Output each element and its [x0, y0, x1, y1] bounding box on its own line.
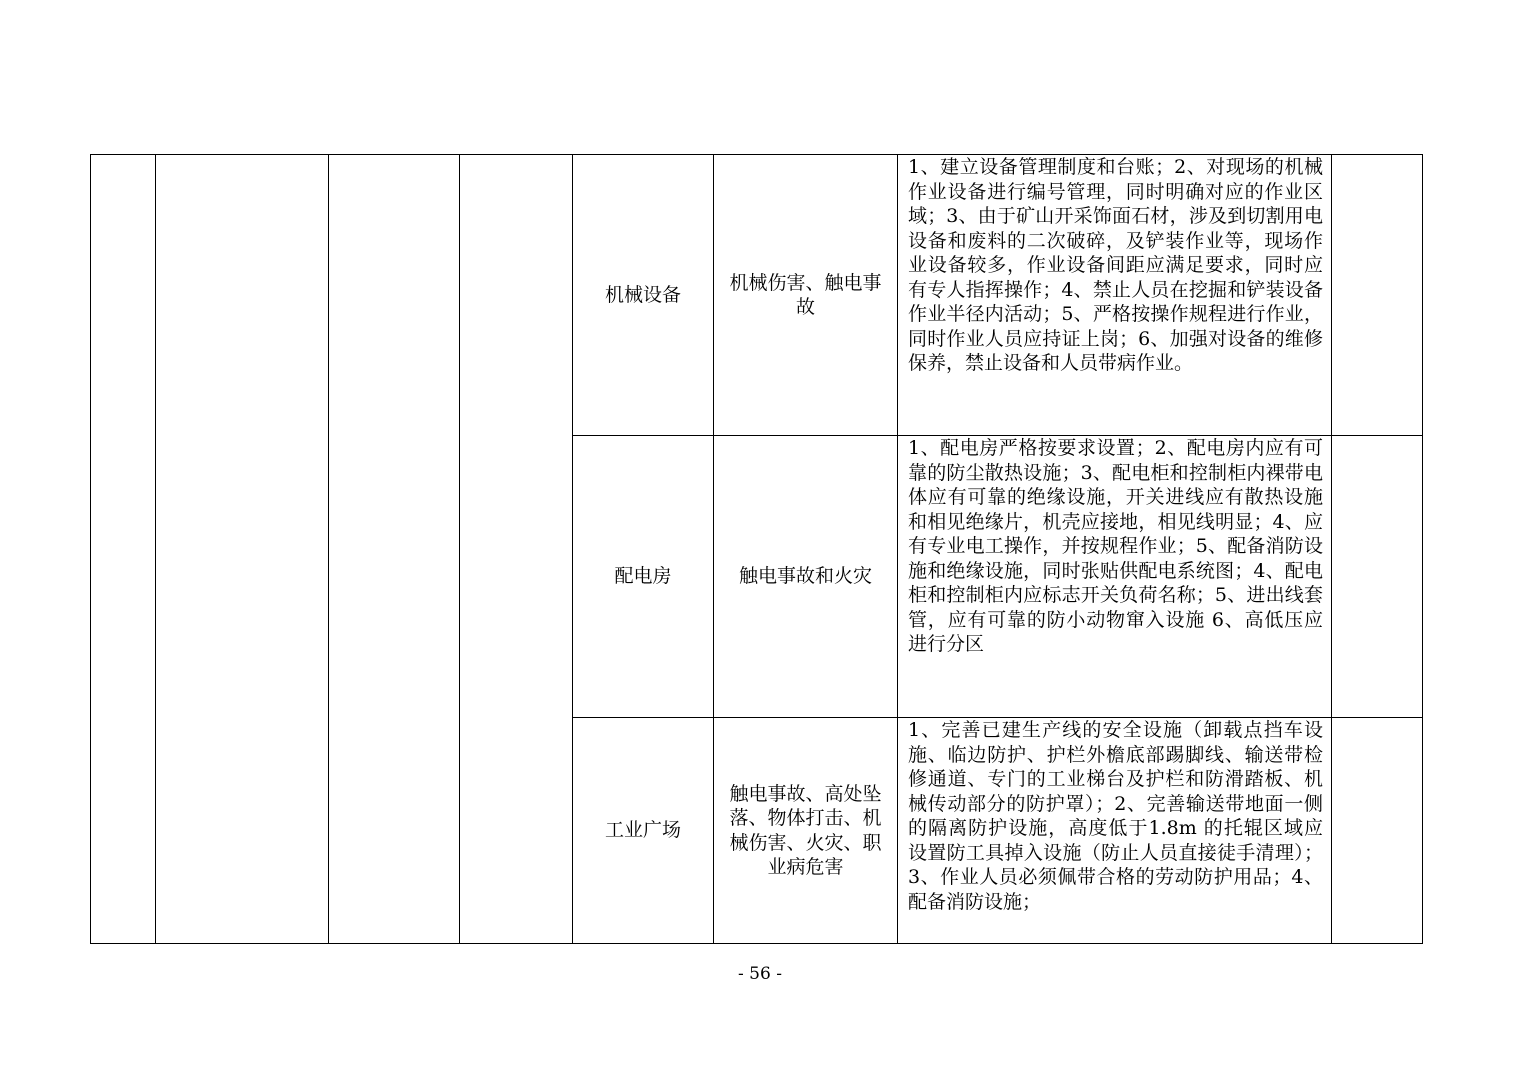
note-cell — [1332, 436, 1423, 718]
page-number: - 56 - — [738, 964, 782, 984]
hazard-cell: 机械伤害、触电事故 — [714, 155, 898, 436]
place-cell: 工业广场 — [573, 718, 714, 944]
place-cell: 配电房 — [573, 436, 714, 718]
merged-empty-cell-1 — [91, 155, 156, 944]
merged-empty-cell-3 — [329, 155, 460, 944]
hazard-cell: 触电事故、高处坠落、物体打击、机械伤害、火灾、职业病危害 — [714, 718, 898, 944]
note-cell — [1332, 155, 1423, 436]
measures-cell: 1、配电房严格按要求设置；2、配电房内应有可靠的防尘散热设施；3、配电柜和控制柜内裸带电体应有可靠的绝缘设施，开关进线应有散热设施和相见绝缘片，机壳应接地，相见线明显；4、应有专业电工操作，并按规程作业；5、配备消防设施和绝缘设施，同时张贴供配电系统图；4、配电柜和控制柜内应标志开关负荷名称；5、进出线套管，应有可靠的防小动物窜入设施 6、高低压应进行分区 — [898, 436, 1332, 718]
measures-cell: 1、完善已建生产线的安全设施（卸载点挡车设施、临边防护、护栏外檐底部踢脚线、输送带检修通道、专门的工业梯台及护栏和防滑踏板、机械传动部分的防护罩）；2、完善输送带地面一侧的隔离防护设施，高度低于1.8m 的托辊区域应设置防工具掉入设施（防止人员直接徒手清理）；3、作业人员必须佩带合格的劳动防护用品；4、配备消防设施； — [898, 718, 1332, 944]
hazard-measures-table — [90, 154, 1423, 944]
note-cell — [1332, 718, 1423, 944]
measures-cell: 1、建立设备管理制度和台账；2、对现场的机械作业设备进行编号管理，同时明确对应的作业区域；3、由于矿山开采饰面石材，涉及到切割用电设备和废料的二次破碎，及铲装作业等，现场作业设备较多，作业设备间距应满足要求，同时应有专人指挥操作；4、禁止人员在挖掘和铲装设备作业半径内活动；5、严格按操作规程进行作业，同时作业人员应持证上岗；6、加强对设备的维修保养，禁止设备和人员带病作业。 — [898, 155, 1332, 436]
place-cell: 机械设备 — [573, 155, 714, 436]
table-row — [91, 155, 1423, 436]
merged-empty-cell-2 — [156, 155, 329, 944]
hazard-cell: 触电事故和火灾 — [714, 436, 898, 718]
merged-empty-cell-4 — [460, 155, 573, 944]
